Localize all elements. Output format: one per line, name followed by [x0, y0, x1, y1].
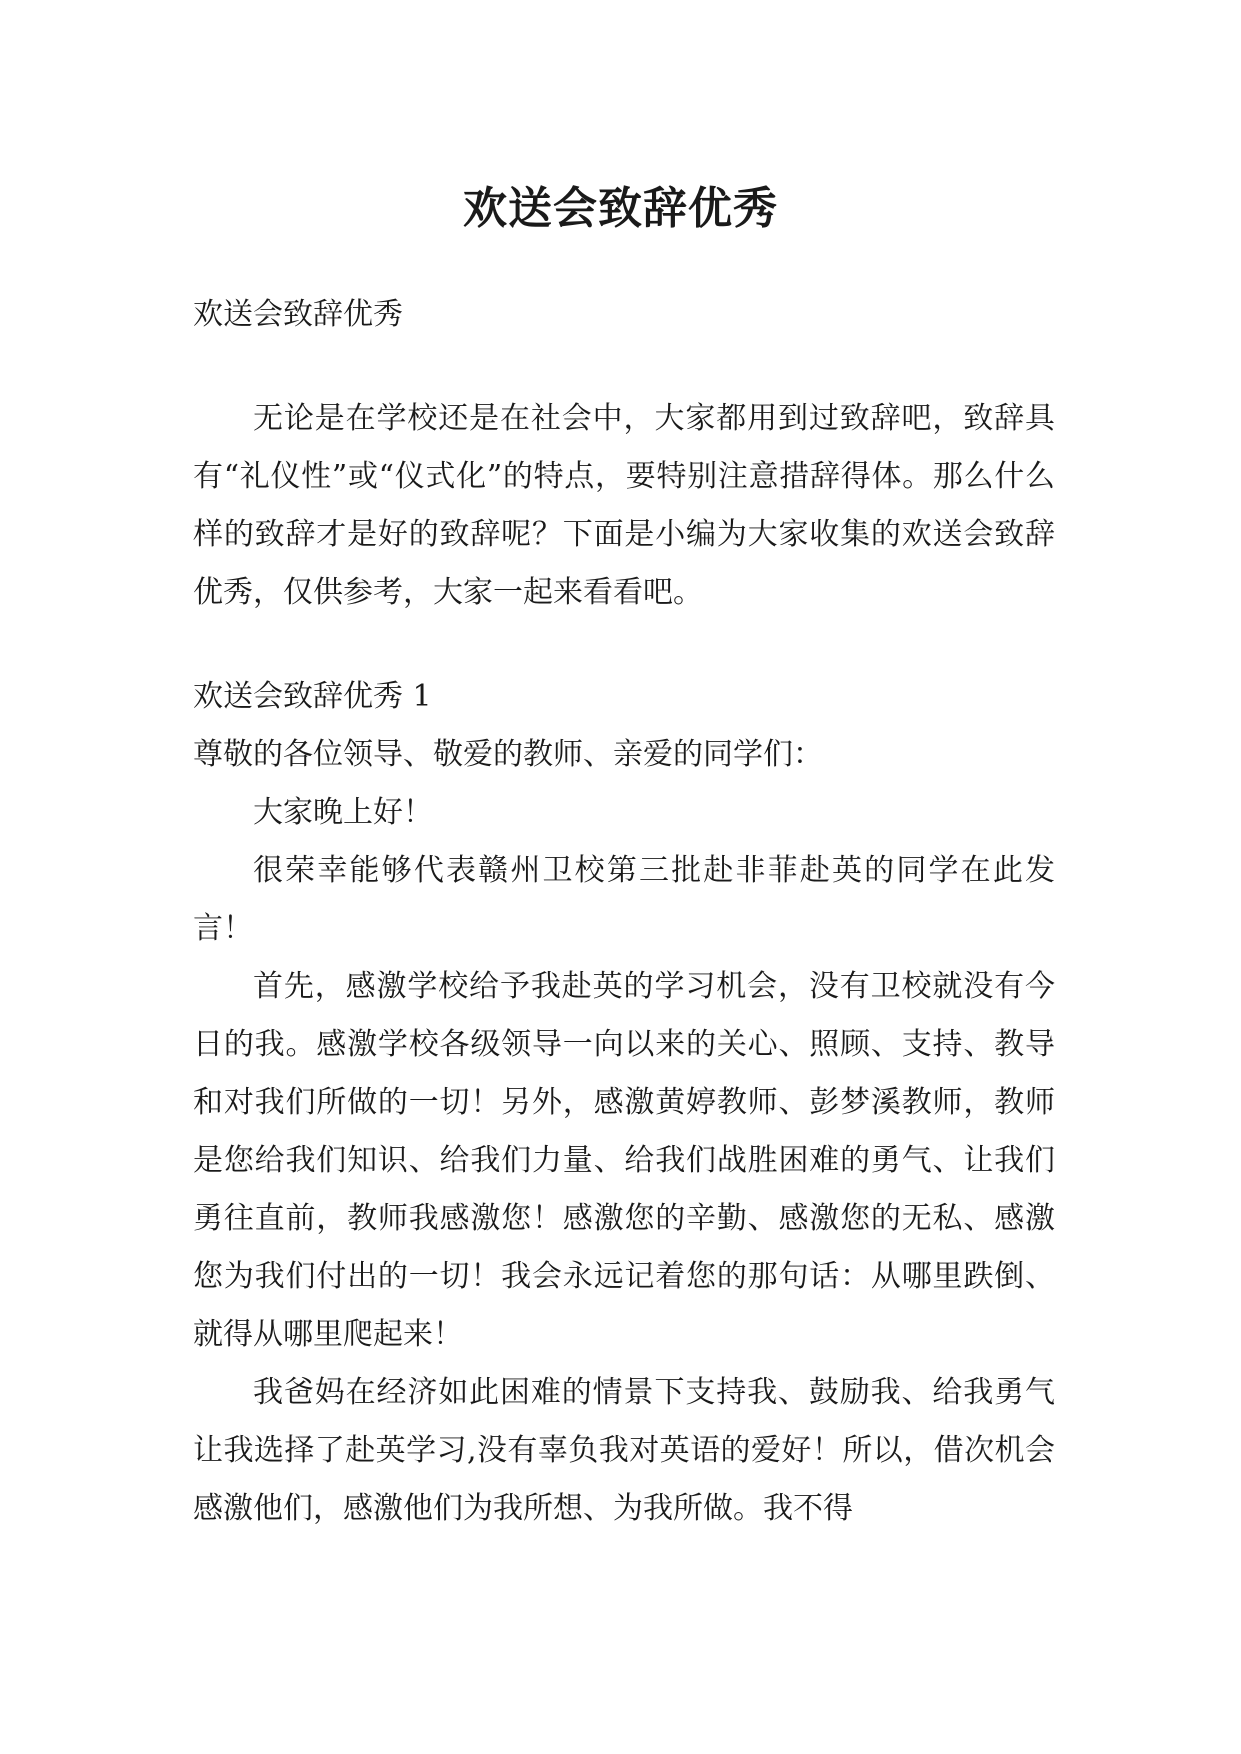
document-body	[193, 286, 1055, 1538]
intro-paragraph: 无论是在学校还是在社会中，大家都用到过致辞吧，致辞具有“礼仪性”或“仪式化”的特点，要特别注意措辞得体。那么什么样的致辞才是好的致辞呢？下面是小编为大家收集的欢送会致辞优秀，仅供参考，大家一起来看看吧。	[193, 401, 1055, 610]
section-heading: 欢送会致辞优秀 1	[193, 679, 432, 714]
subtitle: 欢送会致辞优秀	[193, 297, 403, 332]
page-title: 欢送会致辞优秀	[463, 183, 778, 235]
body-paragraph: 首先，感激学校给予我赴英的学习机会，没有卫校就没有今日的我。感激学校各级领导一向以来的关心、照顾、支持、教导和对我们所做的一切！另外，感激黄婷教师、彭梦溪教师，教师是您给我们知识、给我们力量、给我们战胜困难的勇气、让我们勇往直前，教师我感激您！感激您的辛勤、感激您的无私、感激您为我们付出的一切！我会永远记着您的那句话：从哪里跌倒、就得从哪里爬起来！	[193, 969, 1055, 1352]
body-paragraph: 很荣幸能够代表赣州卫校第三批赴非菲赴英的同学在此发言！	[193, 853, 1055, 946]
greeting: 大家晚上好！	[253, 795, 433, 830]
salutation: 尊敬的各位领导、敬爱的教师、亲爱的同学们：	[193, 737, 823, 772]
body-paragraph: 我爸妈在经济如此困难的情景下支持我、鼓励我、给我勇气让我选择了赴英学习,没有辜负我对英语的爱好！所以，借次机会感激他们，感激他们为我所想、为我所做。我不得	[193, 1375, 1055, 1526]
